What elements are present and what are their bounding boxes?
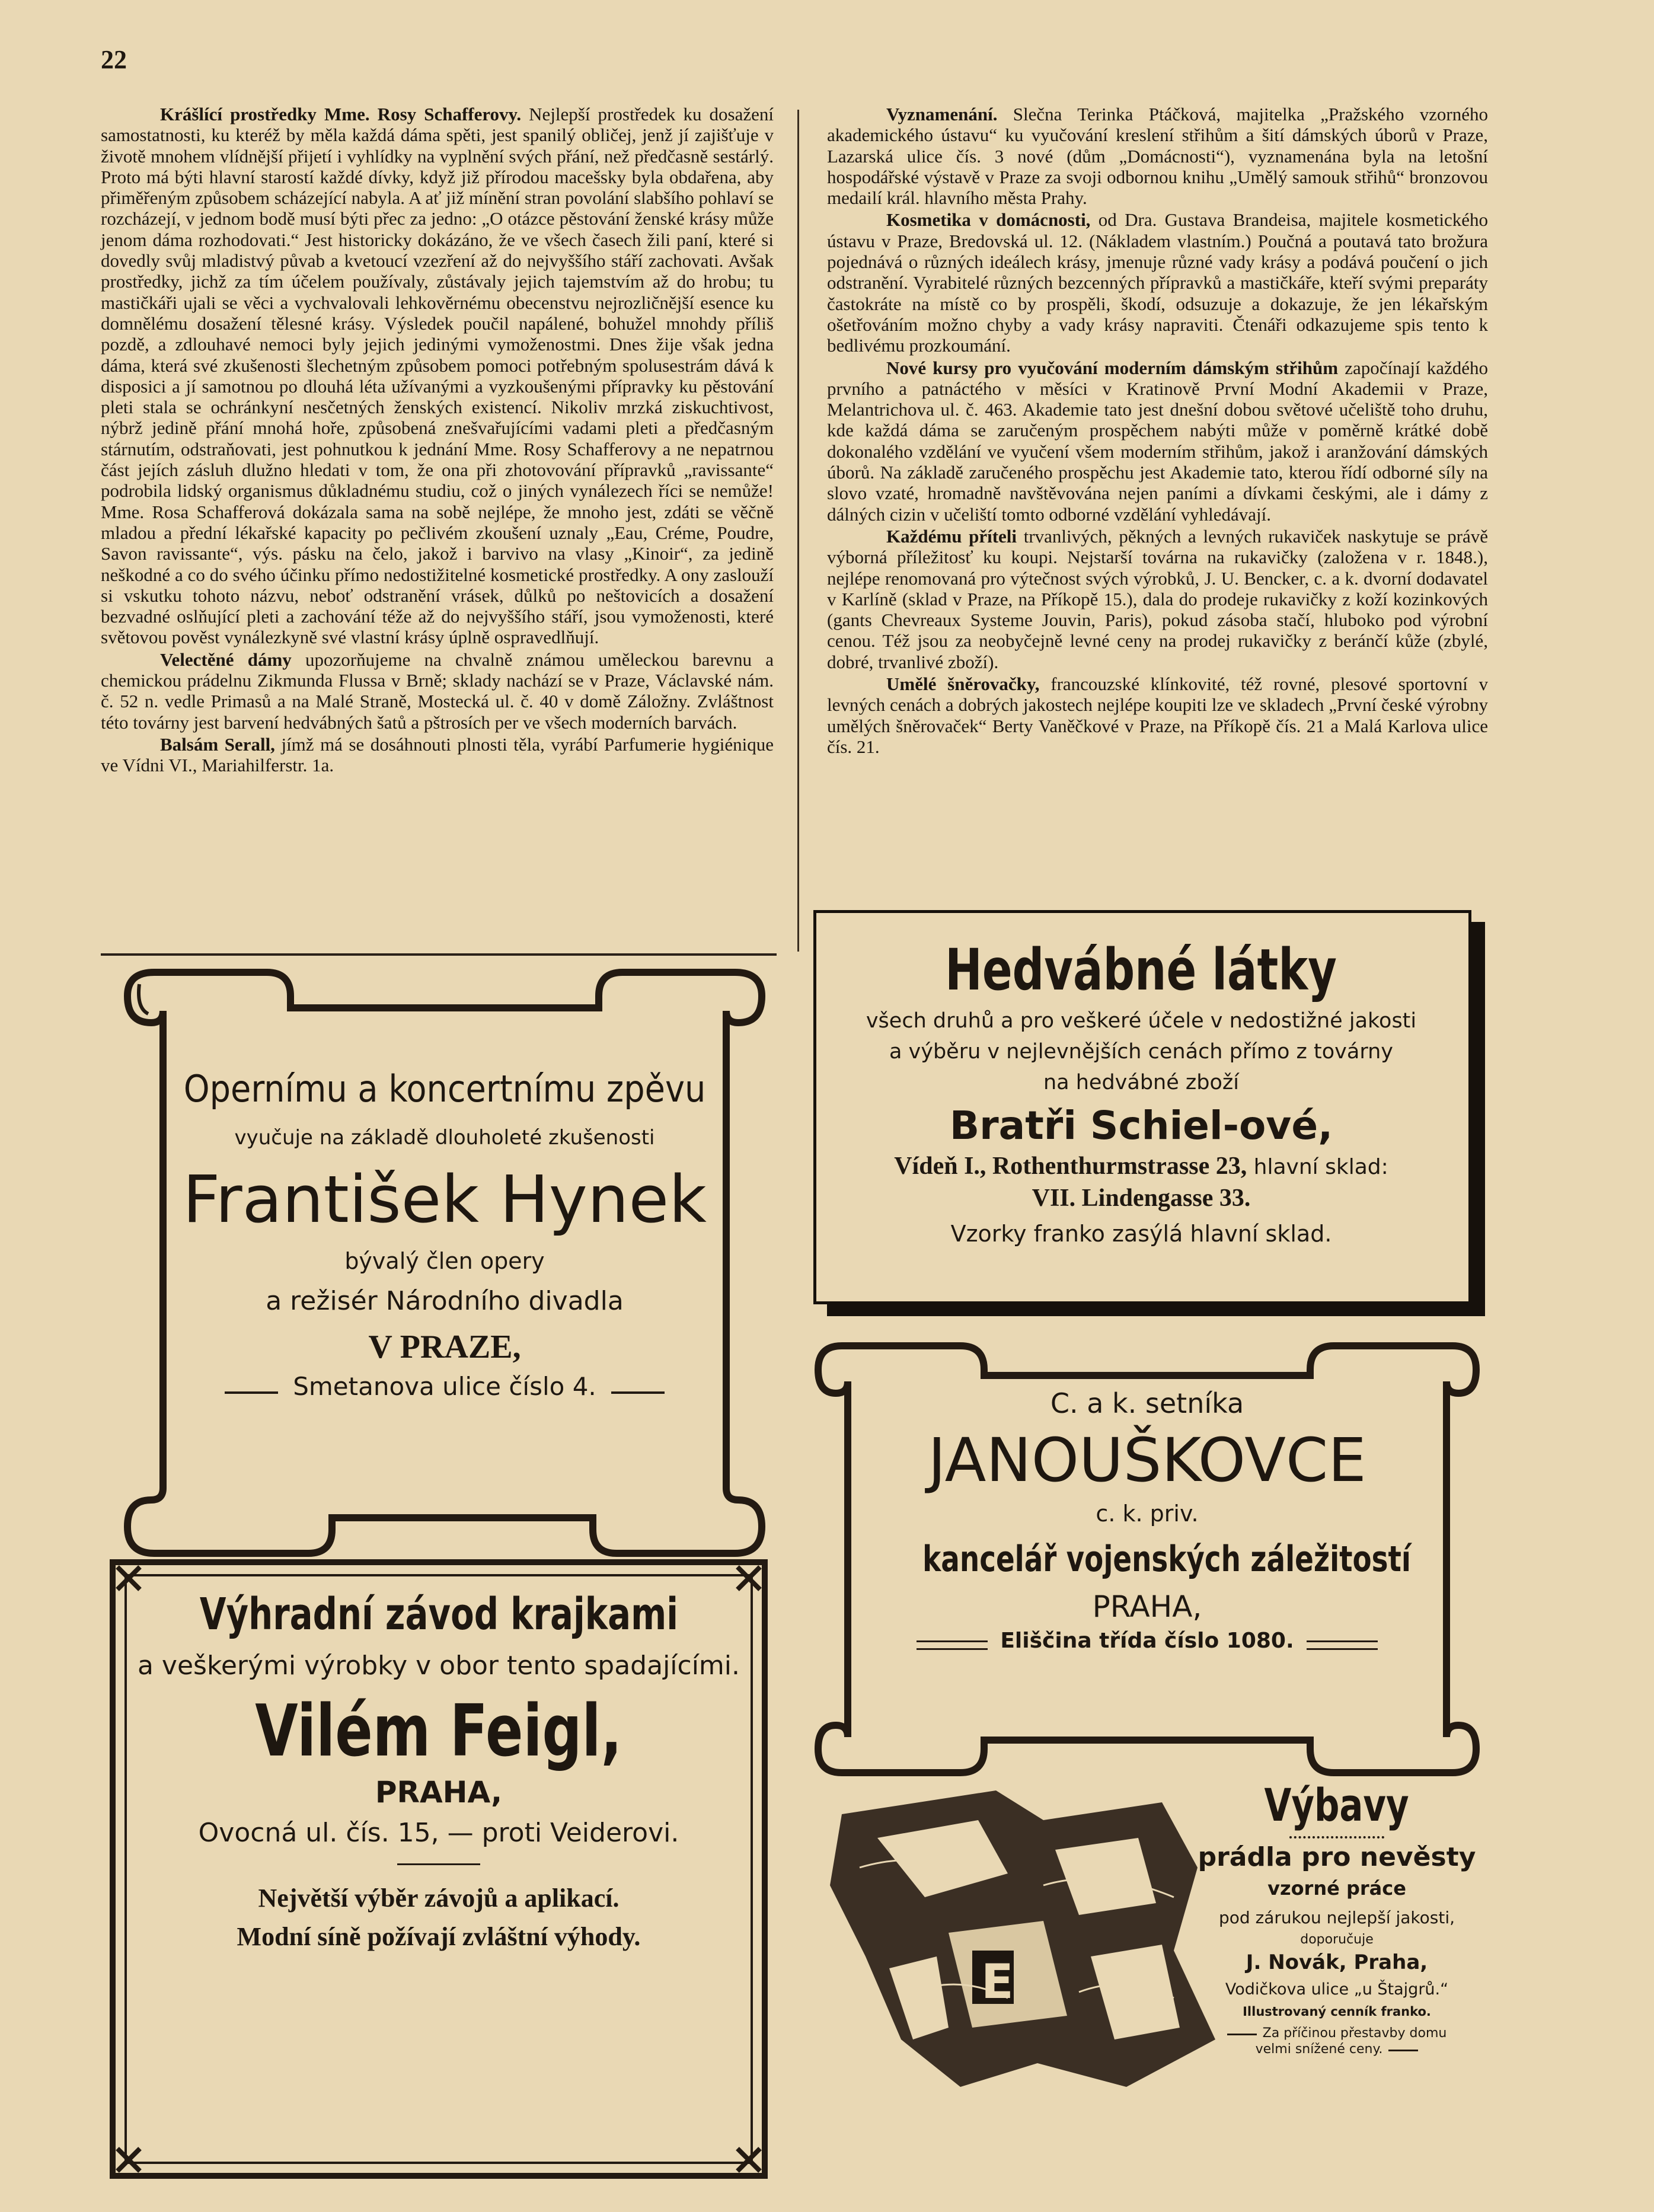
- article-paragraph: Umělé šněrovačky, francouzské klínkovité, též rovné, plesové sportovní v levných cenách a dobrých jakostech nejlépe koupiti lze ve skladech „První české výrobny umělých šněrovaček“ Berty Vaněčkové v Praze, na Příkopě čís. 21 a Malá Karlova ulice čís. 21.: [827, 674, 1488, 757]
- novak-line6: Illustrovaný cenník franko.: [1243, 2004, 1431, 2019]
- schiel-title: Hedvábné látky: [945, 937, 1337, 1003]
- novak-title: Výbavy: [1264, 1779, 1410, 1831]
- novak-line5: Vodičkova ulice „u Štajgrů.“: [1225, 1980, 1449, 1999]
- novak-ad: [1186, 1779, 1488, 2057]
- article-paragraph: Velectěné dámy upozorňujeme na chvalně známou uměleckou barevnu a chemickou prádelnu Zikmunda Flussa v Brně; sklady nachází se v Praze, Václavské nám. č. 52 n. vedle Primasů a na Malé Straně, Mostecká ul. č. 40 v domě Záložny. Zvláštnost této továrny jest barvení hedvábných šatů a pštrosích per ve všech moderních barvách.: [101, 649, 774, 733]
- article-paragraph: Každému příteli trvanlivých, pěkných a levných rukaviček naskytuje se právě výborná příležitosť ku koupi. Nejstarší továrna na rukavičky (založena v r. 1848.), nejlépe renomovaná pro výtečnost svých výrobků, J. U. Bencker, c. a k. dvorní dodavatel v Karlíně (sklad v Praze, na Příkopě 15.), dala do prodeje rukavičky z koží kozinkových (gants Chevreaux Systeme Jouvin, Paris), pokud zásoba stačí, hluboko pod výrobní cenou. Též jsou za neobyčejně levné ceny na prodej rukavičky z beránčí kůže (zbylé, dobré, trvanlivé zboží).: [827, 525, 1489, 672]
- novak-line7-row: [1186, 2026, 1488, 2041]
- schiel-line2: a výběru v nejlevnějších cenách přímo z továrny: [889, 1040, 1394, 1064]
- hynek-role: bývalý člen opery: [344, 1248, 545, 1274]
- article-paragraph: Vyznamenání. Slečna Terinka Ptáčková, majitelka „Pražského vzorného akademického ústavu“ ku vyučování kreslení střihům a šití dámských úborů v Praze, Lazarská ulice čís. 3 nové (dům „Domácnosti“), vyznamenána byla na letošní hospodářské výstavě v Praze za svoji odbornou knihu „Umělý samouk střihů“ bronzovou medailí král. hlavního města Prahy.: [827, 104, 1488, 209]
- janouskovec-name: JANOUŠKOVCE: [928, 1425, 1366, 1496]
- schiel-footer: Vzorky franko zasýlá hlavní sklad.: [950, 1221, 1332, 1247]
- monogram-letter: E: [981, 1954, 1014, 2009]
- novak-line8-row: [1186, 2042, 1488, 2057]
- novak-line1: prádla pro nevěsty: [1198, 1842, 1476, 1872]
- hynek-subline: vyučuje na základě dlouholeté zkušenosti: [234, 1126, 655, 1150]
- feigl-subline: a veškerými výrobky v obor tento spadajícími.: [137, 1651, 740, 1681]
- article-paragraph: Balsám Serall, jímž má se dosáhnouti plnosti těla, vyrábí Parfumerie hygiénique ve Vídni VI., Mariahilferstr. 1a.: [101, 733, 774, 776]
- schiel-firm: Bratři Schiel-ové,: [949, 1103, 1333, 1148]
- novak-line4: doporučuje: [1300, 1932, 1374, 1947]
- novak-line3: pod zárukou nejlepší jakosti,: [1218, 1908, 1455, 1927]
- wavy-divider: [1289, 1833, 1384, 1838]
- feigl-address: Ovocná ul. čís. 15, — proti Veiderovi.: [198, 1818, 679, 1848]
- feigl-tagline: Největší výběr závojů a aplikací.: [258, 1884, 620, 1913]
- hynek-name: František Hynek: [183, 1161, 707, 1237]
- janouskovec-city: PRAHA,: [1092, 1589, 1202, 1624]
- schiel-line1: všech druhů a pro veškeré účele v nedostižné jakosti: [866, 1009, 1417, 1033]
- schiel-address2: VII. Lindengasse 33.: [1032, 1185, 1251, 1212]
- hynek-address: Smetanova ulice číslo 4.: [293, 1372, 596, 1401]
- schiel-line3: na hedvábné zboží: [1043, 1071, 1239, 1094]
- feigl-city: PRAHA,: [375, 1775, 503, 1809]
- janouskovec-line2: c. k. priv.: [1096, 1501, 1199, 1527]
- schiel-address1-bold: Vídeň I., Rothenthurmstrasse 23,: [894, 1153, 1247, 1180]
- hynek-headline: Opernímu a koncertnímu zpěvu: [183, 1067, 706, 1110]
- article-paragraph: Krášlící prostředky Mme. Rosy Schafferovy. Nejlepší prostředek ku dosažení samostatnosti, ku kteréž by měla každá dáma spěti, jest spanilý obličej, jenž jí zajišťuje v životě mnohem vlídnější přijetí i vyhlídky na vyplnění svých přání, než předčasně sestárlý. Proto má býti hlavní starostí každé dívky, když již přírodou macešsky byla obdařena, aby přiměřeným způsobem scházející nabyla. A ať již mínění stran povolání slabšího pohlaví se rozcházejí, v jednom bodě musí býti přec za jedno: „O otázce pěstování ženské krásy může jenom dáma rozhodovati.“ Jest historicky dokázáno, že ve všech časech žili paní, které si dovedly svůj mladistvý půvab a kvetoucí vzezření až do nejvyššího stáří zachovati. Avšak prostředky, jichž za tím účelem používaly, zůstávaly jejich tajemstvím až do hrobu; tu mastičkáři ujali se věci a vychvalovali lehkověrnému obecenstvu nejrozličnější esence ku domnělému dosažení tělesné krásy. Výsledek poučil napálené, bohužel mnohdy příliš pozdě, a zdlouhavé nemoci byly jejich jedinými vymoženostmi. Dnes žije však jedna dáma, která své zkušenosti šlechetným způsobem pomoci potřebným spolusestrám dává k disposici a jí samotnou po dlouhá léta užívanými a vyzkoušenými přípravky ku pěstování pleti stala se ochránkyní nesčetných ženských existencí. Nikoliv mrzká ziskuchtivost, nýbrž jedině přání mnohá hoře, způsobená znešvařujícími vadami pleti a předčasným stárnutím, odstraňovati, jest pohnutkou k jednání Mme. Rosy Schafferovy a ne nepatrnou část jejích zásluh dlužno hledati v tom, že ona při zhotovování přípravků „ravissante“ podrobila lidský organismus důkladnému studiu, což o jiných vynálezech říci se nemůže! Mme. Rosa Schafferová dokázala sama na sobě nejlépe, že mnoho jest, zdáti se věčně mladou a přední lékařské kapacity po pečlivém zkoušení uznaly „Eau, Créme, Poudre, Savon ravissante“, výs. pásku na čelo, jakož i barvivo na vlasy „Kinoir“, za jedině neškodné a co do svého účinku přímo nedostižitelné kosmetické prostředky. A ony zaslouží si vskutku tohoto názvu, neboť odstranění vrásek, důlků po neštovicích a dosažení bezvadné oslňující pleti a zachování téže až do nejvyššího stáří, jsou vymoženosti, které světovou pověst vynálezkyně své vlastní krásy úplně ospravedlňují.: [101, 104, 774, 648]
- janouskovec-address: Eliščina třída číslo 1080.: [1000, 1629, 1294, 1653]
- novak-firm: J. Novák, Praha,: [1246, 1951, 1428, 1974]
- novak-line8: velmi snížené ceny.: [1255, 2042, 1383, 2057]
- novak-line2: vzorné práce: [1267, 1877, 1406, 1900]
- feigl-name: Vilém Feigl,: [255, 1690, 622, 1773]
- rule-ornament: [1227, 2034, 1257, 2035]
- article-paragraph: Nové kursy pro vyučování moderním dámským střihům započínají každého prvního a patnáctého v měsíci v Kratinově První Modní Akademii v Praze, Melantrichova ul. č. 463. Akademie tato jest dnešní dobou světové učeliště toho druhu, kde každá dáma se zaručeným prospěchem nabýti může v poměrně krátké době dokonalého vzdělání ve vyučení všem moderním střihům, jakož i aranžování dámských úborů. Na základě zaručeného prospěchu jest Akademie tato, kterou řídí odborné síly na slovo vzaté, hromadně navštěvována nejen paními a dívkami českými, ale i dámy z dálných cizin v učeliští tomto odborné vzdělání vyhledávají.: [827, 357, 1489, 525]
- hynek-city: V PRAZE,: [368, 1329, 521, 1365]
- hynek-role2: a režisér Národního divadla: [266, 1286, 624, 1316]
- janouskovec-line1: C. a k. setníka: [1050, 1387, 1244, 1419]
- schiel-address1-tail: hlavní sklad:: [1247, 1155, 1388, 1179]
- novak-title-wrap: [1186, 1779, 1488, 1831]
- novak-line7: Za příčinou přestavby domu: [1262, 2026, 1447, 2041]
- article-paragraph: Kosmetika v domácnosti, od Dra. Gustava Brandeisa, majitele kosmetického ústavu v Praze, Bredovská ul. 12. (Nákladem vlastním.) Poučná a poutavá tato brožura pojednává o různých ideálech krásy, jmenuje různé vady krásy a podává poučení o jich odstranění. Vyrabitelé různých bezcenných přípravků a mastičkáře, kteří svými preparáty častokráte na místě co by prospěli, škodí, odsuzuje a dokazuje, že jen lékařským ošetřováním možno chyby a vady krásy napraviti. Čtenáři odkazujeme spis tento k bedlivému prozkoumání.: [827, 209, 1489, 356]
- feigl-tagline2: Modní síně požívají zvláštní výhody.: [237, 1922, 641, 1951]
- rule-ornament: [1388, 2050, 1418, 2051]
- page-number: 22: [101, 45, 127, 74]
- janouskovec-line3: kancelář vojenských záležitostí: [922, 1538, 1411, 1580]
- feigl-headline: Výhradní závod krajkami: [199, 1589, 678, 1640]
